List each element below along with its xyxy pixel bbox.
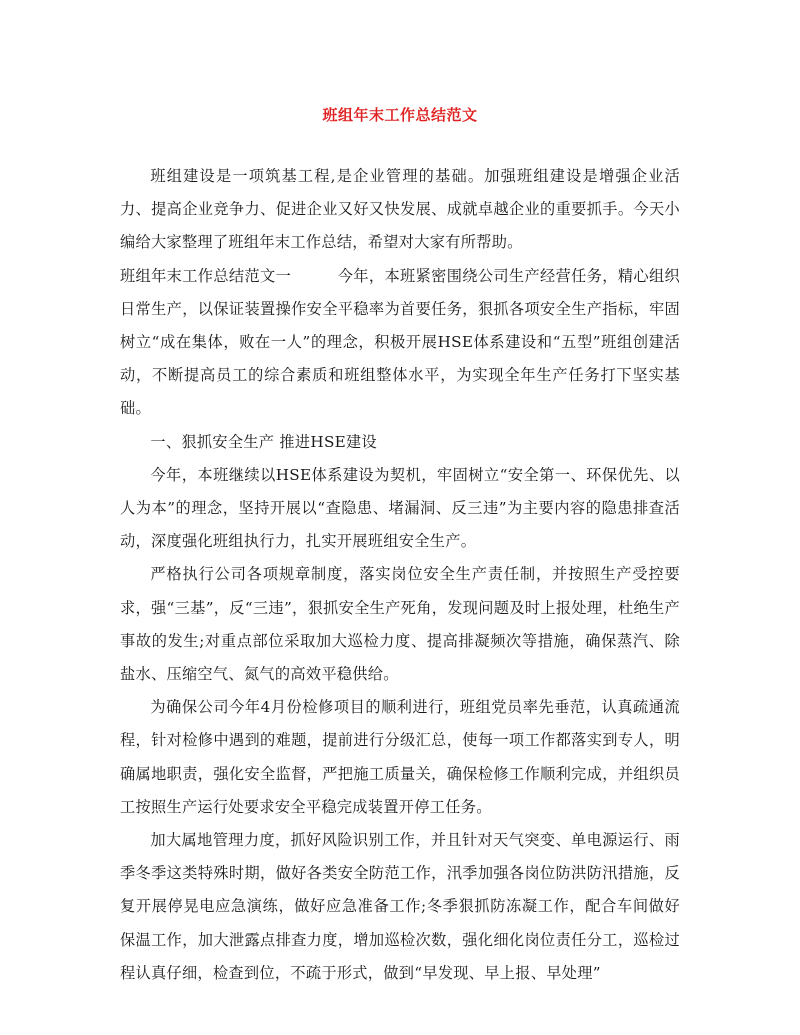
- section-heading-safety: 一、狠抓安全生产 推进HSE建设: [150, 432, 378, 451]
- paragraph-maintenance: 为确保公司今年4月份检修项目的顺利进行，班组党员率先垂范，认真疏通流程，针对检修中遇到的难题，提前进行分级汇总，使每一项工作都落实到专人，明确属地职责，强化安全监督，严把施工质量关，确保检修工作顺利完成，并组织员工按照生产运行处要求安全平稳完成装置开停工任务。: [120, 698, 680, 816]
- paragraph-sample-one: 班组年末工作总结范文一 今年，本班紧密围绕公司生产经营任务，精心组织日常生产，以保证装置操作安全平稳率为首要任务，狠抓各项安全生产指标，牢固树立“成在集体，败在一人”的理念，积极开展HSE体系建设和“五型”班组创建活动，不断提高员工的综合素质和班组整体水平，为实现全年生产任务打下坚实基础。: [120, 266, 680, 418]
- paragraph-territorial: 加大属地管理力度，抓好风险识别工作，并且针对天气突变、单电源运行、雨季冬季这类特殊时期，做好各类安全防范工作，汛季加强各岗位防洪防汛措施，反复开展停晃电应急演练，做好应急准备工作;冬季狠抓防冻凝工作，配合车间做好保温工作，加大泄露点排查力度，增加巡检次数，强化细化岗位责任分工，巡检过程认真仔细，检查到位，不疏于形式，做到“早发现、早上报、早处理”: [120, 831, 680, 982]
- document-title: 班组年末工作总结范文: [322, 106, 478, 124]
- paragraph-intro: 班组建设是一项筑基工程,是企业管理的基础。加强班组建设是增强企业活力、提高企业竞争力、促进企业又好又快发展、成就卓越企业的重要抓手。今天小编给大家整理了班组年末工作总结，希望对大家有所帮助。: [120, 167, 680, 252]
- document-page: [120, 104, 680, 990]
- paragraph-hse: 今年，本班继续以HSE体系建设为契机，牢固树立“安全第一、环保优先、以人为本”的理念，坚持开展以“查隐患、堵漏洞、反三违”为主要内容的隐患排查活动，深度强化班组执行力，扎实开展班组安全生产。: [120, 465, 680, 551]
- paragraph-regulations: 严格执行公司各项规章制度，落实岗位安全生产责任制，并按照生产受控要求，强“三基”，反“三违”，狠抓安全生产死角，发现问题及时上报处理，杜绝生产事故的发生;对重点部位采取加大巡检力度、提高排凝频次等措施，确保蒸汽、除盐水、压缩空气、氮气的高效平稳供给。: [120, 565, 680, 684]
- document-body: [120, 160, 680, 990]
